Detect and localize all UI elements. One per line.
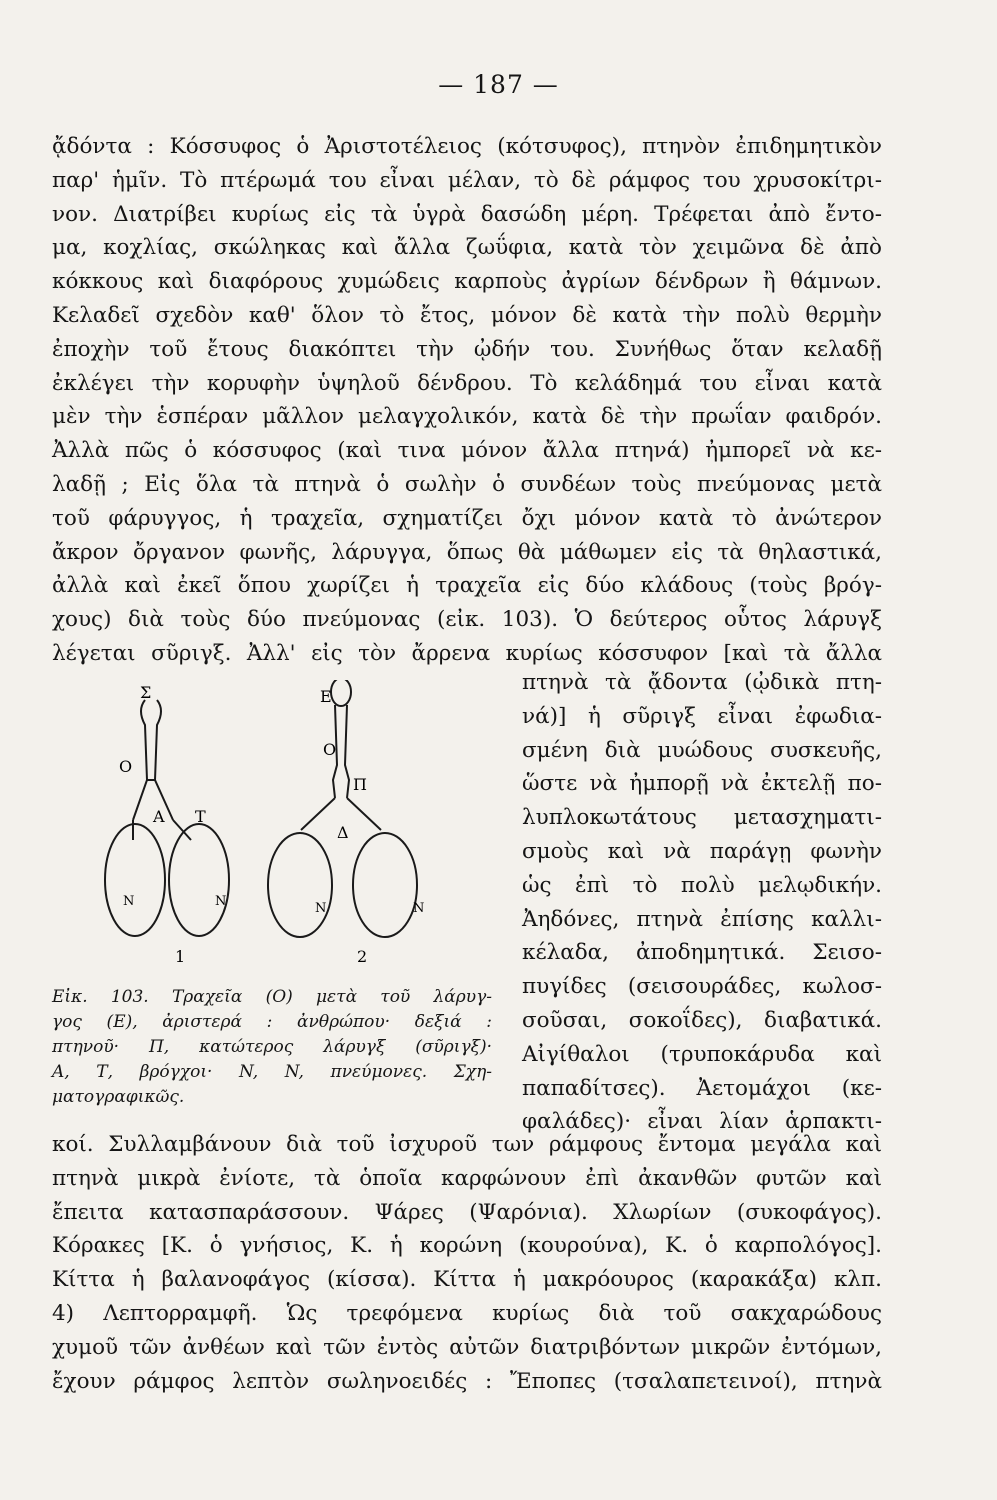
label-n-left-2: N	[215, 894, 227, 909]
text-line: σμοὺς καὶ νὰ παράγῃ φωνὴν	[522, 839, 882, 864]
label-t: Τ	[195, 807, 206, 826]
text-line: τοῦ φάρυγγος, ἡ τραχεῖα, σχηματίζει ὄχι μόνον κατὰ τὸ ἀνώτερον	[52, 505, 882, 531]
text-line: ἐποχὴν τοῦ ἔτους διακόπτει τὴν ᾠδήν του. Συνήθως ὅταν κελαδῇ	[52, 336, 882, 362]
text-line: μὲν τὴν ἑσπέραν μᾶλλον μελαγχολικόν, κατὰ δὲ τὴν πρωΐαν φαιδρόν.	[52, 404, 882, 430]
caption-line: Εἰκ. 103. Τραχεῖα (O) μετὰ τοῦ λάρυγ-	[52, 987, 492, 1007]
figure-caption	[52, 985, 492, 1110]
text-line: λυπλοκωτάτους μετασχηματι-	[522, 805, 882, 831]
text-line: ἄκρον ὄργανον φωνῆς, λάρυγγα, ὅπως θὰ μάθωμεν εἰς τὰ θηλαστικά,	[52, 539, 882, 565]
caption-line: Α, Τ, βρόγχοι· N, N, πνεύμονες. Σχη-	[52, 1062, 492, 1082]
text-line: Ἀλλὰ πῶς ὁ κόσσυφος (καὶ τινα μόνον ἄλλα πτηνά) ἠμπορεῖ νὰ κε-	[52, 438, 882, 464]
text-line: Κίττα ἡ βαλανοφάγος (κίσσα). Κίττα ἡ μακρόουρος (καρακάξα) κλπ.	[52, 1267, 882, 1293]
text-line: ἀλλὰ καὶ ἐκεῖ ὅπου χωρίζει ἡ τραχεῖα εἰς δύο κλάδους (τοὺς βρόγ-	[52, 573, 882, 599]
text-line: παρ' ἡμῖν. Τὸ πτέρωμά του εἶναι μέλαν, τὸ δὲ ράμφος του χρυσοκίτρι-	[52, 167, 882, 193]
trachea-figure	[95, 680, 455, 980]
text-line: ὡς ἐπὶ τὸ πολὺ μελῳδικήν.	[522, 872, 882, 898]
text-line: μα, κοχλίας, σκώληκας καὶ ἄλλα ζωΰφια, κατὰ τὸν χειμῶνα δὲ ἀπὸ	[52, 235, 882, 261]
text-line: φαλάδες)· εἶναι λίαν ἁρπακτι-	[522, 1109, 882, 1135]
label-n-right-1: N	[315, 901, 327, 916]
text-line: Κόρακες [Κ. ὁ γνήσιος, Κ. ἡ κορώνη (κουρούνα), Κ. ὁ καρπολόγος].	[52, 1233, 882, 1259]
text-line: λαδῇ ; Εἰς ὅλα τὰ πτηνὰ ὁ σωλὴν ὁ συνδέων τοὺς πνεύμονας μετὰ	[52, 472, 882, 497]
page-number: — 187 —	[438, 70, 559, 99]
label-figure-1: 1	[175, 947, 186, 966]
text-line: σμένη διὰ μυώδους συσκευῆς,	[522, 737, 882, 763]
text-line: 4) Λεπτορραμφῆ. Ὡς τρεφόμενα κυρίως διὰ τοῦ σακχαρώδους	[52, 1301, 882, 1326]
text-line: νον. Διατρίβει κυρίως εἰς τὰ ὑγρὰ δασώδη μέρη. Τρέφεται ἀπὸ ἔντο-	[52, 201, 882, 227]
text-line: χους) διὰ τοὺς δύο πνεύμονας (εἰκ. 103). Ὁ δεύτερος οὗτος λάρυγξ	[52, 607, 882, 633]
text-line: κοί. Συλλαμβάνουν διὰ τοῦ ἰσχυροῦ των ράμφους ἔντομα μεγάλα καὶ	[52, 1132, 882, 1157]
caption-line: πτηνοῦ· Π, κατώτερος λάρυγξ (σῦριγξ)·	[52, 1037, 492, 1057]
caption-line: ματογραφικῶς.	[52, 1087, 185, 1107]
label-e: Ε	[320, 687, 332, 706]
text-line: Κελαδεῖ σχεδὸν καθ' ὅλον τὸ ἔτος, μόνον δὲ κατὰ τὴν πολὺ θερμὴν	[52, 303, 882, 328]
label-n-left-1: N	[123, 894, 135, 909]
label-d: Δ	[337, 823, 349, 842]
caption-line: γος (E), ἀριστερά : ἀνθρώπου· δεξιά :	[52, 1012, 492, 1032]
label-n-right-2: N	[413, 901, 425, 916]
text-line: νά)] ἡ σῦριγξ εἶναι ἐφωδια-	[522, 703, 882, 729]
label-sigma: Σ	[140, 683, 152, 702]
label-p: Π	[353, 775, 367, 794]
text-line: πτηνὰ μικρὰ ἐνίοτε, τὰ ὁποῖα καρφώνουν ἐπὶ ἀκανθῶν φυτῶν καὶ	[52, 1165, 882, 1191]
text-line: ᾄδόντα : Κόσσυφος ὁ Ἀριστοτέλειος (κότσυφος), πτηνὸν ἐπιδημητικὸν	[52, 134, 882, 159]
text-line: πτηνὰ τὰ ᾄδοντα (ᾠδικὰ πτη-	[522, 670, 882, 695]
text-line: κέλαδα, ἀποδημητικά. Σεισο-	[522, 940, 882, 966]
text-line: ἐκλέγει τὴν κορυφὴν ὑψηλοῦ δένδρου. Τὸ κελάδημά του εἶναι κατὰ	[52, 370, 882, 396]
label-figure-2: 2	[357, 947, 368, 966]
text-line: λέγεται σῦριγξ. Ἀλλ' εἰς τὸν ἄρρενα κυρίως κόσσυφον [καὶ τὰ ἄλλα	[52, 641, 882, 666]
text-line: Αἰγίθαλοι (τρυποκάρυδα καὶ	[522, 1041, 882, 1067]
text-line: Ἀηδόνες, πτηνὰ ἐπίσης καλλι-	[522, 906, 882, 932]
label-o-left: O	[119, 757, 133, 776]
text-line: κόκκους καὶ διαφόρους χυμώδεις καρποὺς ἀγρίων δένδρων ἢ θάμνων.	[52, 269, 882, 295]
text-line: ὥστε νὰ ἠμπορῇ νὰ ἐκτελῇ πο-	[522, 771, 882, 797]
label-o-right: O	[323, 740, 337, 759]
text-line: ἔχουν ράμφος λεπτὸν σωληνοειδές : Ἔποπες (τσαλαπετεινοί), πτηνὰ	[52, 1368, 882, 1394]
text-line: χυμοῦ τῶν ἀνθέων καὶ τῶν ἐντὸς αὐτῶν διατριβόντων μικρῶν ἐντόμων,	[52, 1334, 882, 1360]
text-line: παπαδίτσες). Ἀετομάχοι (κε-	[522, 1075, 882, 1101]
bird-trachea-drawing	[268, 680, 417, 937]
text-line: σοῦσαι, σοκοΐδες), διαβατικά.	[522, 1008, 882, 1033]
label-a: Α	[153, 807, 165, 826]
text-line: ἔπειτα κατασπαράσσουν. Ψάρες (Ψαρόνια). Χλωρίων (συκοφάγος).	[52, 1199, 882, 1225]
text-line: πυγίδες (σεισουράδες, κωλοσ-	[522, 974, 882, 1000]
